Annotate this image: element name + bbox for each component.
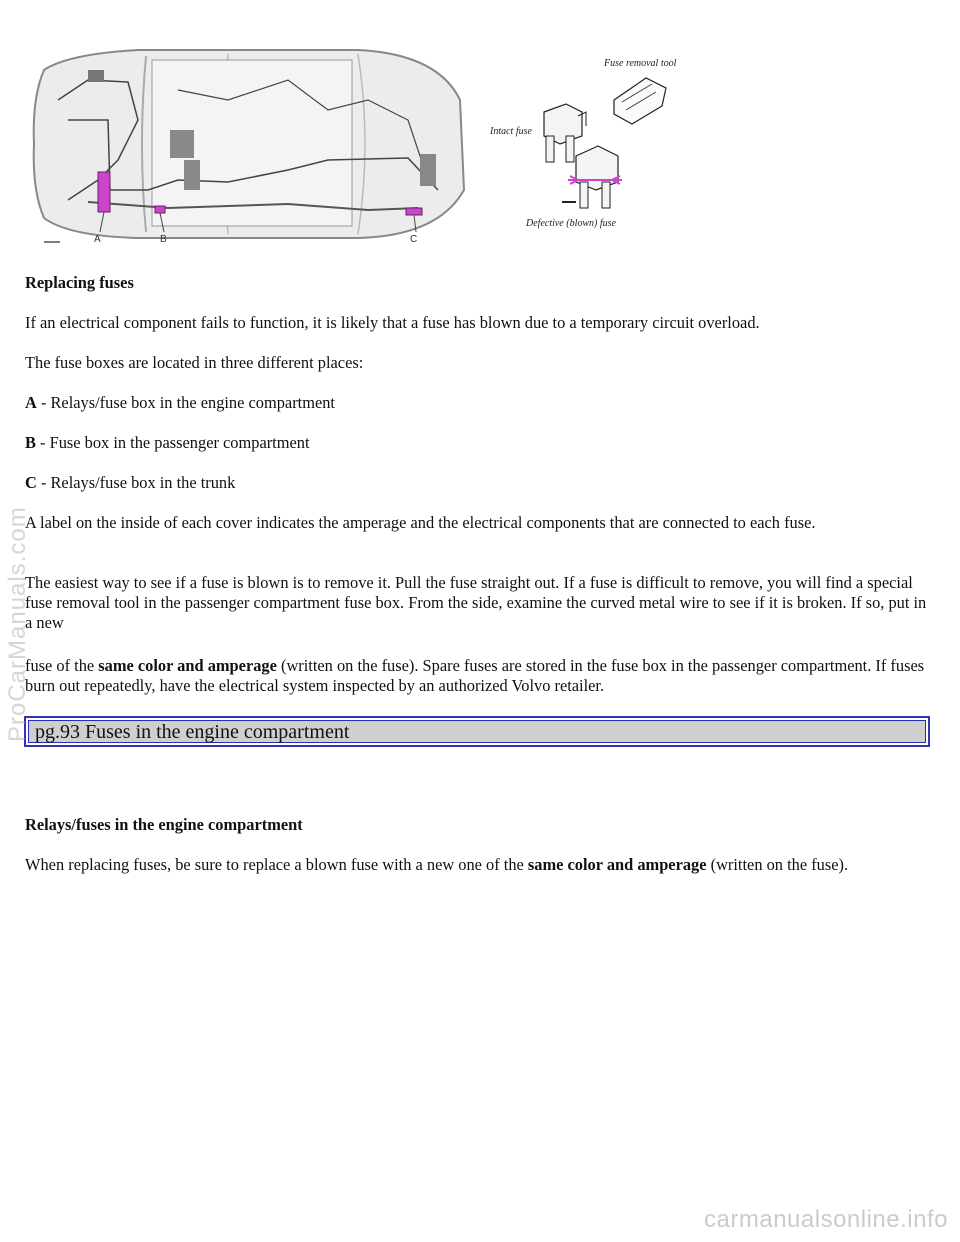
location-c-key: C [25, 473, 37, 492]
location-letter-c: C [410, 234, 418, 245]
engine-replace-pre: When replacing fuses, be sure to replace a blown fuse with a new one of the [25, 855, 528, 874]
replacing-fuses-heading: Replacing fuses [25, 273, 134, 292]
fuse-removal-tool-label: Fuse removal tool [604, 58, 677, 69]
side-watermark: ProCarManuals.com [4, 506, 31, 742]
defective-fuse-label: Defective (blown) fuse [526, 218, 616, 229]
intact-fuse-label: Intact fuse [490, 126, 532, 137]
engine-replace-post: (written on the fuse). [706, 855, 849, 874]
engine-replace-paragraph [25, 855, 935, 875]
location-b-key: B [25, 433, 36, 452]
location-a-key: A [25, 393, 37, 412]
car-wiring-diagram [28, 40, 468, 252]
section-title: pg.93 Fuses in the engine compartment [28, 720, 926, 743]
fuse-check-paragraph: The easiest way to see if a fuse is blown is to remove it. Pull the fuse straight out. If a fuse is difficult to remove, you will find a special fuse removal tool in the passenger compartment fuse box. From the side, examine the curved metal wire to see if it is broken. If so, put in a new [25, 573, 927, 632]
engine-relays-heading: Relays/fuses in the engine compartment [25, 815, 303, 834]
replace-post: (written on the fuse). Spare fuses are stored in the fuse box in the passenger compartment. If fuses burn out repeatedly, have the electrical system inspected by an authorized Volvo retailer. [25, 656, 925, 695]
location-c [25, 473, 935, 493]
location-b-text: - Fuse box in the passenger compartment [35, 433, 310, 452]
replace-paragraph [25, 656, 935, 696]
location-b [25, 433, 935, 453]
replace-pre: fuse of the [25, 656, 99, 675]
location-letter-a: A [94, 234, 101, 245]
location-a [25, 393, 935, 413]
location-a-text: - Relays/fuse box in the engine compartment [36, 393, 335, 412]
locations-intro: The fuse boxes are located in three different places: [25, 353, 364, 372]
bottom-watermark: carmanualsonline.info [704, 1206, 948, 1233]
label-note-paragraph: A label on the inside of each cover indicates the amperage and the electrical components that are connected to each fuse. [25, 513, 816, 532]
fuse-illustration [486, 52, 696, 234]
figure-row [0, 0, 960, 262]
engine-replace-bold: same color and amperage [527, 855, 707, 874]
intro-paragraph: If an electrical component fails to function, it is likely that a fuse has blown due to a temporary circuit overload. [25, 313, 760, 332]
replace-bold: same color and amperage [98, 656, 277, 675]
location-c-text: - Relays/fuse box in the trunk [36, 473, 236, 492]
location-letter-b: B [160, 234, 167, 245]
section-title-bar [24, 716, 930, 747]
